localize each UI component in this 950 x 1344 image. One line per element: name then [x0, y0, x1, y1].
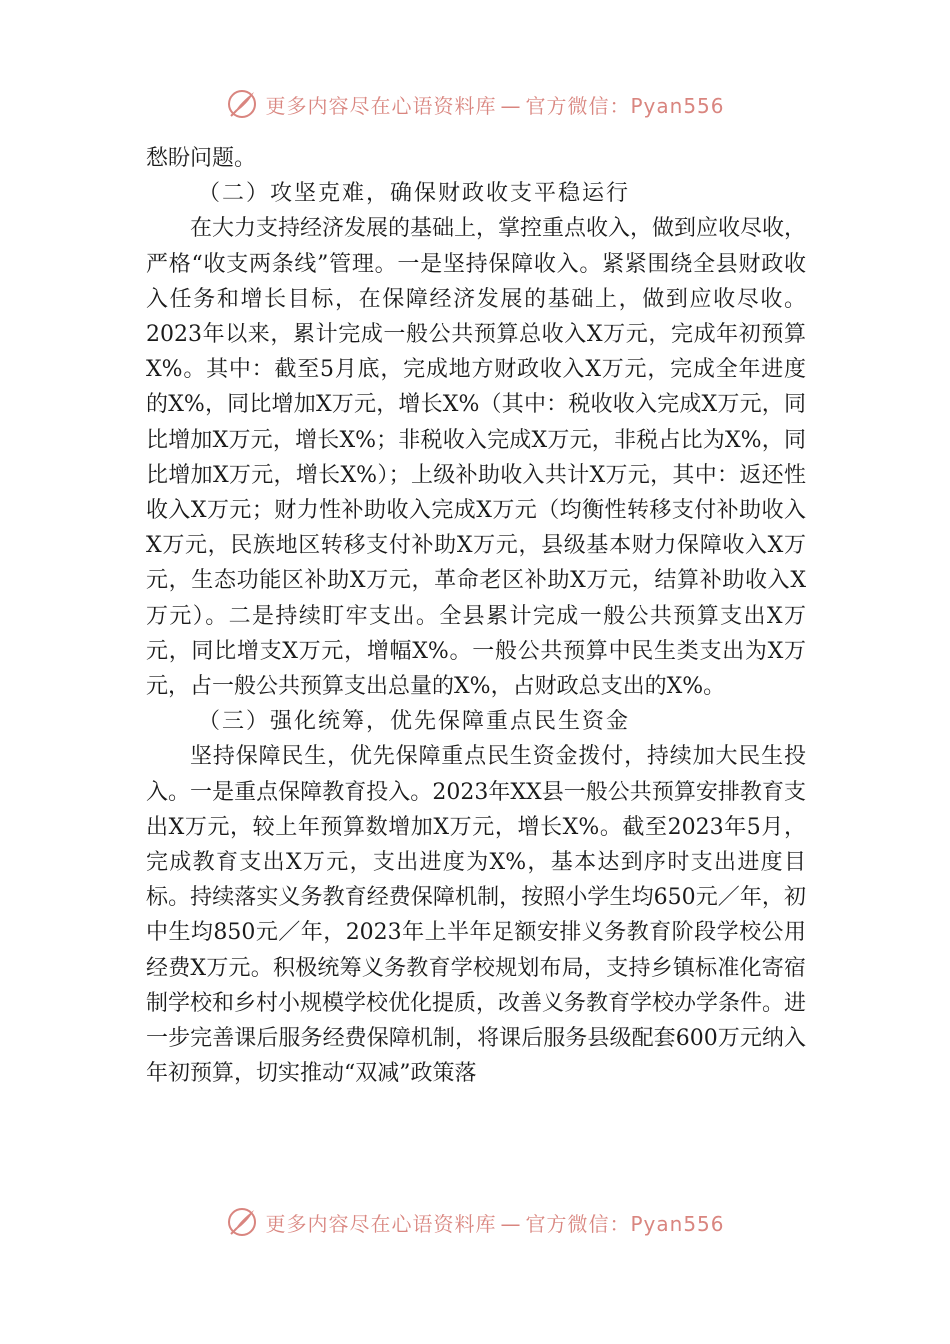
section-2-paragraph: 在大力支持经济发展的基础上，掌控重点收入，做到应收尽收，严格“收支两条线”管理。一是坚持保障收入。紧紧围绕全县财政收入任务和增长目标，在保障经济发展的基础上，做到应收尽收。2023年以来，累计完成一般公共预算总收入X万元，完成年初预算X%。其中：截至5月底，完成地方财政收入X万元，完成全年进度的X%，同比增加X万元，增长X%（其中：税收收入完成X万元，同比增加X万元，增长X%；非税收入完成X万元，非税占比为X%，同比增加X万元，增长X%）；上级补助收入共计X万元，其中：返还性收入X万元；财力性补助收入完成X万元（均衡性转移支付补助收入X万元，民族地区转移支付补助X万元，县级基本财力保障收入X万元，生态功能区补助X万元，革命老区补助X万元，结算补助收入X万元）。二是持续盯牢支出。全县累计完成一般公共预算支出X万元，同比增支X万元，增幅X%。一般公共预算中民生类支出为X万元，占一般公共预算支出总量的X%，占财政总支出的X%。 [146, 216, 807, 700]
section-3-paragraph: 坚持保障民生，优先保障重点民生资金拨付，持续加大民生投入。一是重点保障教育投入。2023年XX县一般公共预算安排教育支出X万元，较上年预算数增加X万元，增长X%。截至2023年5月，完成教育支出X万元，支出进度为X%，基本达到序时支出进度目标。持续落实义务教育经费保障机制，按照小学生均650元／年，初中生均850元／年，2023年上半年足额安排义务教育阶段学校公用经费X万元。积极统筹义务教育学校规划布局，支持乡镇标准化寄宿制学校和乡村小规模学校优化提质，改善义务教育学校办学条件。进一步完善课后服务经费保障机制，将课后服务县级配套600万元纳入年初预算，切实推动“双减”政策落 [146, 744, 807, 1087]
watermark-main-text: 更多内容尽在心语资料库 [265, 1211, 497, 1236]
section-3-heading: （三）强化统筹，优先保障重点民生资金 [198, 709, 631, 735]
watermark-main-text: 更多内容尽在心语资料库 [265, 93, 497, 118]
watermark-wechat-id: Pyan556 [630, 1211, 725, 1236]
quill-logo-icon [225, 1205, 259, 1239]
watermark-footer [0, 1202, 950, 1242]
watermark-header [0, 84, 950, 124]
watermark-wechat-id: Pyan556 [630, 93, 725, 118]
watermark-wechat-label: 官方微信： [525, 1211, 631, 1236]
quill-logo-icon [225, 87, 259, 121]
section-2-heading: （二）攻坚克难，确保财政收支平稳运行 [198, 181, 631, 207]
paragraph-continuation: 愁盼问题。 [146, 146, 257, 171]
document-body [146, 141, 806, 1091]
watermark-separator: — [500, 1211, 522, 1236]
watermark-wechat-label: 官方微信： [525, 93, 631, 118]
watermark-separator: — [500, 93, 522, 118]
